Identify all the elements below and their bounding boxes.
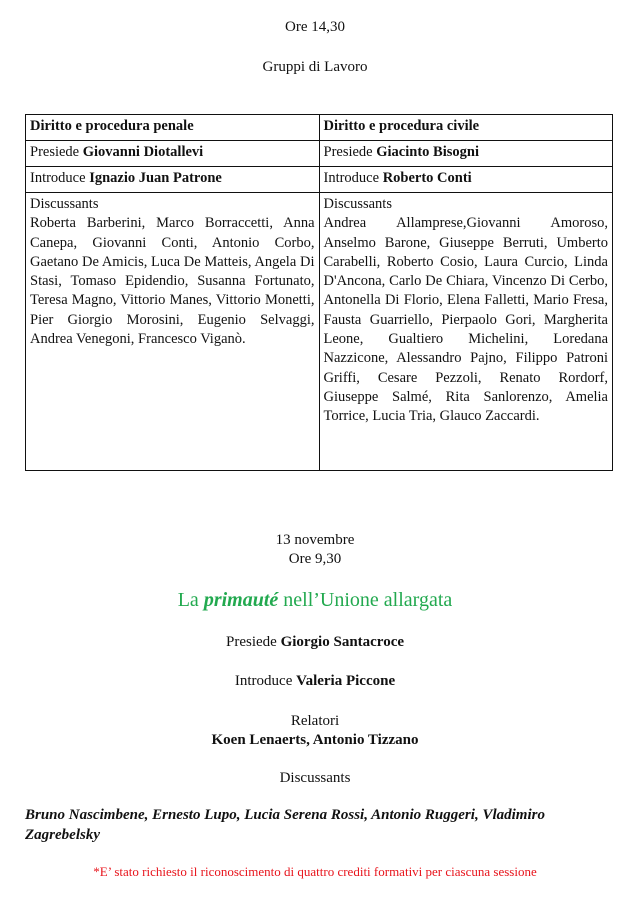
group-civil-presiede <box>319 141 613 167</box>
presiede-label: Presiede <box>30 144 80 160</box>
presiede-label: Presiede <box>225 634 277 650</box>
title-prefix: La <box>177 589 199 611</box>
introduce-name: Roberto Conti <box>382 170 472 186</box>
session-title <box>0 589 630 612</box>
introduce-name: Ignazio Juan Patrone <box>89 170 222 186</box>
group-penal-presiede <box>26 141 320 167</box>
group-civil-discussants <box>319 193 613 471</box>
group-civil-introduce <box>319 167 613 193</box>
group-civil-name: Diritto e procedura civile <box>319 115 613 141</box>
relatori-names: Koen Lenaerts, Antonio Tizzano <box>211 732 419 748</box>
morning-discussants-label: Discussants <box>279 770 351 786</box>
morning-introduce <box>0 672 630 691</box>
presiede-name: Giorgio Santacroce <box>280 634 405 650</box>
group-penal-name: Diritto e procedura penale <box>26 115 320 141</box>
discussants-list: Andrea Allamprese,Giovanni Amoroso, Anselmo Barone, Giuseppe Berruti, Umberto Carabelli, Roberto Cosio, Laura Curcio, Linda D'Ancona, Carlo De Chiara, Vincenzo Di Cerbo, Antonella Di Florio, Elena Falletti, Mario Fresa, Fausta Guarriello, Pierpaolo Gori, Margherita Leone, Gualtiero Michelini, Loredana Nazzicone, Alessandro Pajno, Filippo Patroni Griffi, Cesare Pezzoli, Renato Rordorf, Giuseppe Salmé, Rita Sanlorenzo, Amelia Torrice, Lucia Tria, Glauco Zaccardi. <box>323 215 608 425</box>
credits-footnote: *E’ stato richiesto il riconoscimento di quattro crediti formativi per ciascuna sessione <box>93 864 537 879</box>
morning-date: 13 novembre <box>275 532 355 548</box>
morning-discussants-list: Bruno Nascimbene, Ernesto Lupo, Lucia Serena Rossi, Antonio Ruggeri, Vladimiro Zagrebelsky <box>25 807 545 843</box>
presiede-label: Presiede <box>323 144 373 160</box>
title-italic: primauté <box>203 589 279 611</box>
discussants-label: Discussants <box>323 196 392 212</box>
discussants-label: Discussants <box>30 196 99 212</box>
morning-presiede <box>0 633 630 652</box>
group-penal-introduce <box>26 167 320 193</box>
discussants-list: Roberta Barberini, Marco Borraccetti, Anna Canepa, Giovanni Conti, Antonio Corbo, Gaetano De Amicis, Luca De Matteis, Angela Di Stasi, Tomaso Epidendio, Susanna Fortunato, Teresa Magno, Vittorio Manes, Vittorio Monetti, Pier Giorgio Morosini, Eugenio Selvaggi, Andrea Venegoni, Francesco Viganò. <box>30 215 315 348</box>
title-suffix: nell’Unione allargata <box>283 589 453 611</box>
working-groups-table <box>25 114 613 471</box>
introduce-label: Introduce <box>234 673 293 689</box>
introduce-label: Introduce <box>30 170 86 186</box>
presiede-name: Giovanni Diotallevi <box>82 144 204 160</box>
morning-time: Ore 9,30 <box>288 551 342 567</box>
relatori-label: Relatori <box>290 713 340 729</box>
group-penal-discussants <box>26 193 320 471</box>
afternoon-time: Ore 14,30 <box>285 19 345 35</box>
introduce-name: Valeria Piccone <box>296 673 396 689</box>
presiede-name: Giacinto Bisogni <box>376 144 479 160</box>
introduce-label: Introduce <box>323 170 380 186</box>
afternoon-title: Gruppi di Lavoro <box>262 59 368 75</box>
